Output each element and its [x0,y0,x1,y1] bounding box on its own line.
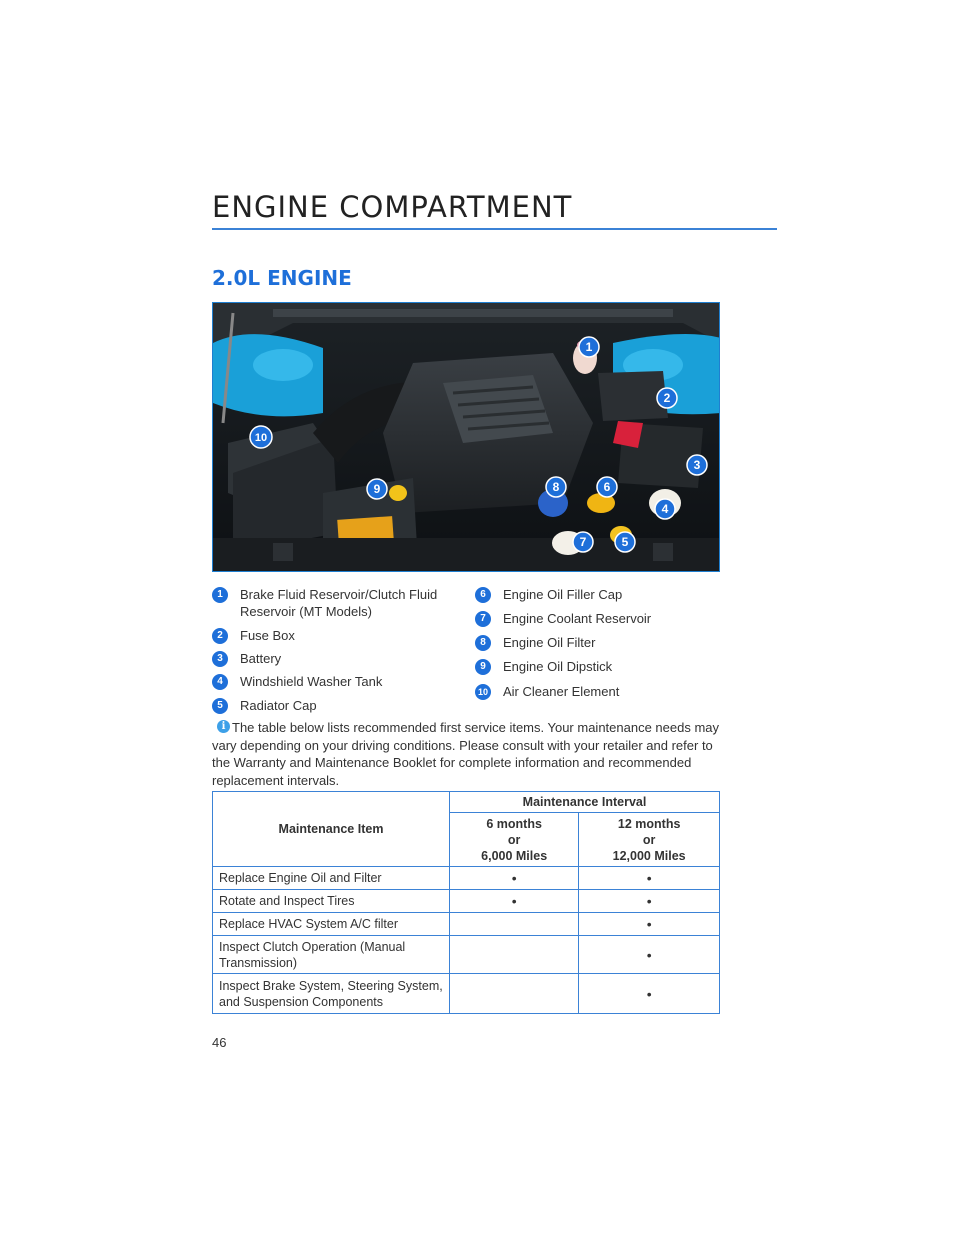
legend-label: Radiator Cap [240,698,317,713]
legend-label: Engine Oil Filler Cap [503,587,623,602]
interval-6-months-header [450,813,579,867]
table-cell-6mo [450,974,579,1014]
interval-12-months-header [579,813,720,867]
legend-item [475,610,715,628]
legend-item [212,697,452,715]
table-cell-item: Inspect Brake System, Steering System, and Suspension Components [213,974,450,1014]
engine-photo [212,302,720,572]
table-cell-12mo: • [579,867,720,890]
legend-label: Windshield Washer Tank [240,674,383,689]
title-rule [212,228,777,230]
callout-3 [687,455,707,475]
legend-label: Battery [240,651,282,666]
interval-line: 6 months [486,816,542,831]
legend-label: Fuse Box [240,628,295,643]
svg-text:9: 9 [373,482,381,496]
table-row [213,913,720,936]
callout-10 [250,426,272,448]
engine-illustration [213,303,720,572]
callout-6 [597,477,617,497]
callout-2 [657,388,677,408]
interval-line: or [507,832,521,847]
section-title: ENGINE COMPARTMENT [212,190,573,224]
legend-number-badge: 7 [475,611,491,627]
table-row [213,974,720,1014]
svg-text:10: 10 [254,432,268,444]
legend-number-badge: 9 [475,659,491,675]
legend-item [212,673,452,691]
legend-label: Engine Oil Dipstick [503,659,613,674]
callout-4 [655,499,675,519]
callout-1 [579,337,599,357]
interval-line: or [642,832,656,847]
legend-number-badge: 4 [212,674,228,690]
legend-item [212,650,452,668]
table-row [213,890,720,913]
legend-label: Engine Coolant Reservoir [503,611,652,626]
interval-line: 6,000 Miles [481,848,548,863]
legend-number-badge: 3 [212,651,228,667]
legend-label: Air Cleaner Element [503,684,620,699]
svg-text:3: 3 [693,458,701,472]
maintenance-interval-header: Maintenance Interval [450,792,720,813]
table-cell-6mo [450,913,579,936]
legend-item [475,683,715,701]
table-cell-12mo: • [579,936,720,974]
table-cell-6mo: • [450,890,579,913]
table-cell-12mo: • [579,974,720,1014]
table-row [213,867,720,890]
legend-number-badge: 1 [212,587,228,603]
legend-item [212,586,452,622]
svg-text:4: 4 [661,502,669,516]
svg-text:6: 6 [603,480,611,494]
callout-7 [573,532,593,552]
svg-text:5: 5 [621,535,629,549]
callout-9 [367,479,387,499]
legend-number-badge: 5 [212,698,228,714]
interval-line: 12 months [617,816,681,831]
legend-number-badge: 2 [212,628,228,644]
legend-label: Engine Oil Filter [503,635,596,650]
legend-label: Brake Fluid Reservoir/Clutch Fluid Reservoir (MT Models) [240,587,438,619]
svg-text:7: 7 [579,535,587,549]
legend-number-badge: 6 [475,587,491,603]
maintenance-table [212,791,720,1014]
table-cell-item: Replace Engine Oil and Filter [213,867,450,890]
table-cell-6mo: • [450,867,579,890]
legend-number-badge: 10 [475,684,491,700]
table-cell-12mo: • [579,890,720,913]
table-cell-6mo [450,936,579,974]
table-cell-item: Inspect Clutch Operation (Manual Transmission) [213,936,450,974]
maintenance-note: The table below lists recommended first service items. Your maintenance needs may vary depending on your driving conditions. Please consult with your retailer and refer to the Warranty and Maintenance Booklet for complete information and recommended replacement intervals. [212,720,720,788]
legend-item [475,658,715,676]
engine-heading: 2.0L ENGINE [212,266,352,290]
info-icon: i [217,720,230,733]
callout-5 [615,532,635,552]
page-number: 46 [212,1035,227,1050]
svg-text:2: 2 [663,391,671,405]
table-cell-12mo: • [579,913,720,936]
maintenance-item-header: Maintenance Item [213,792,450,867]
table-cell-item: Replace HVAC System A/C filter [213,913,450,936]
legend-item [475,634,715,652]
legend-item [212,627,452,645]
table-row [213,936,720,974]
legend-number-badge: 8 [475,635,491,651]
legend-item [475,586,715,604]
callout-8 [546,477,566,497]
svg-text:8: 8 [552,480,560,494]
interval-line: 12,000 Miles [612,848,686,863]
table-cell-item: Rotate and Inspect Tires [213,890,450,913]
svg-text:1: 1 [585,340,593,354]
